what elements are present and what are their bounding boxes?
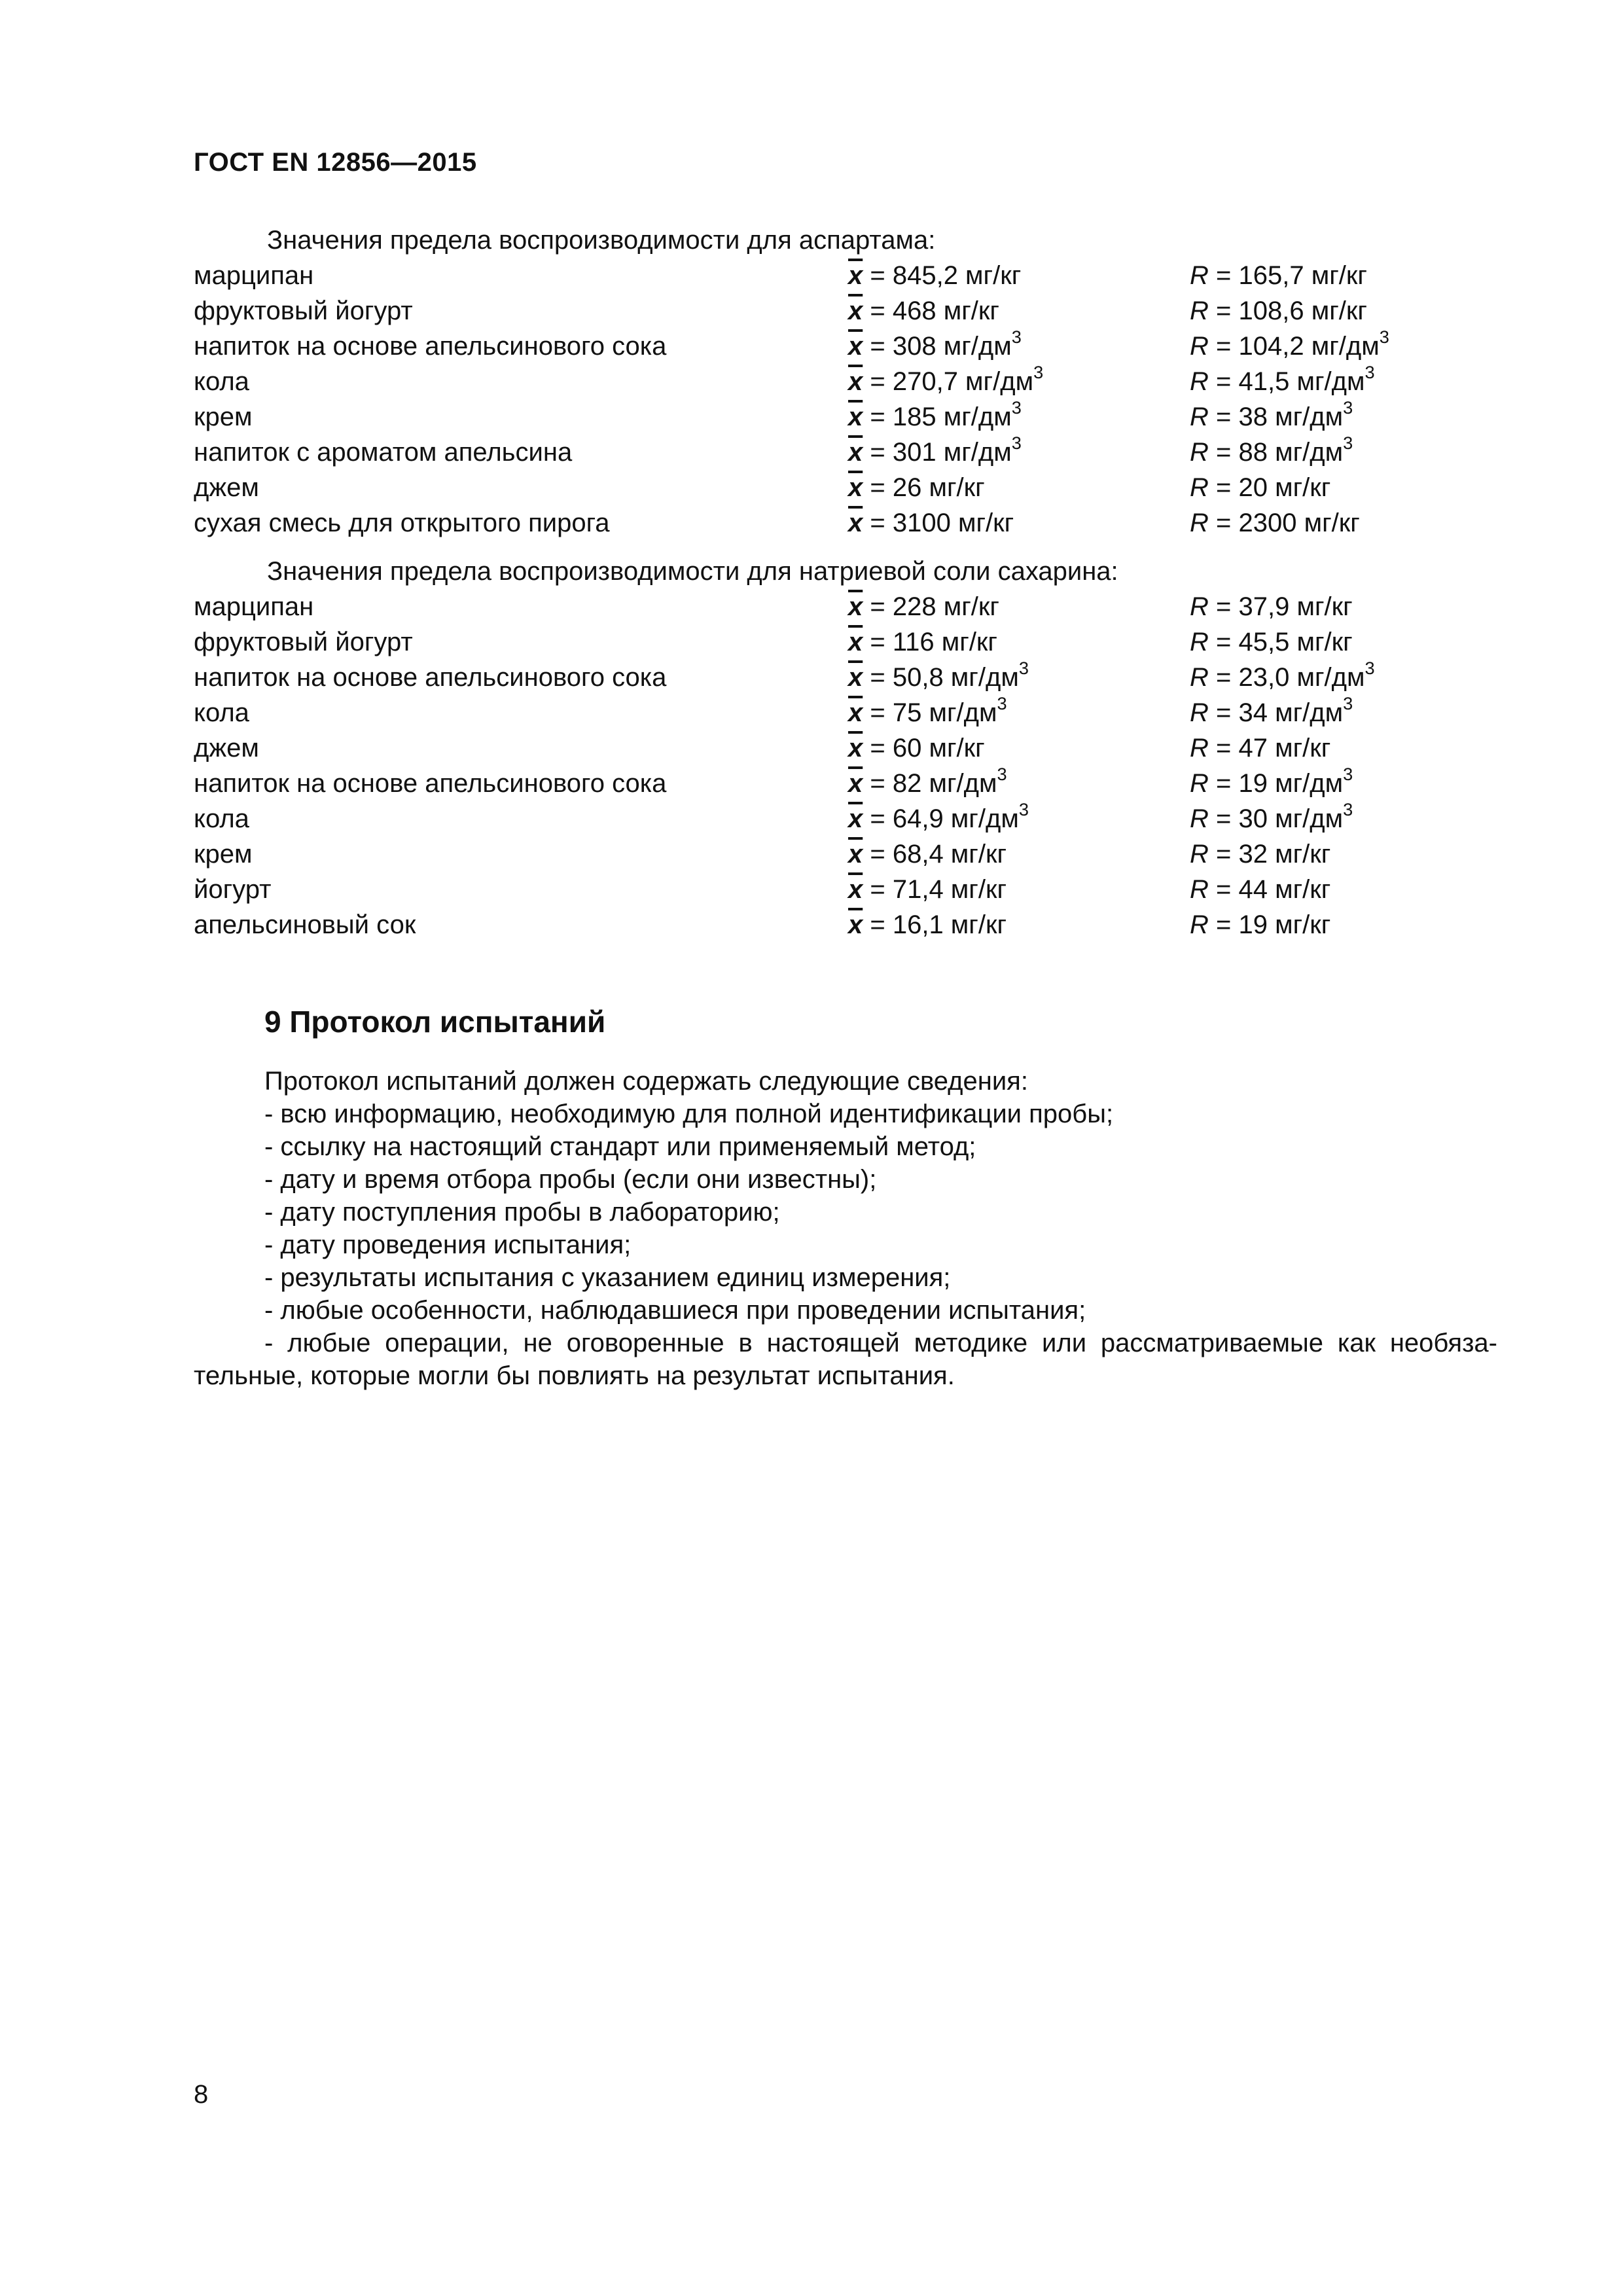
equals-sign: = [1208, 628, 1239, 656]
equals-sign: = [1208, 332, 1239, 361]
reproducibility-value: 37,9 мг/кг [1238, 592, 1353, 621]
mean-value-cell [848, 836, 1190, 872]
equals-sign: = [863, 698, 893, 727]
mean-symbol: $\overline{x}$ [848, 473, 863, 502]
page-number: 8 [194, 2080, 209, 2109]
aspartame-row [194, 293, 1404, 329]
mean-symbol: $\overline{x}$ [848, 875, 863, 904]
product-name: марципан [194, 592, 314, 621]
mean-value: 82 мг/дм [892, 769, 997, 798]
r-symbol: R [1190, 332, 1209, 361]
reproducibility-value: 20 мг/кг [1238, 473, 1331, 502]
aspartame-row [194, 505, 1404, 541]
equals-sign: = [863, 296, 893, 325]
mean-value-cell [848, 399, 1190, 435]
aspartame-row [194, 361, 1404, 399]
r-symbol: R [1190, 261, 1209, 290]
mean-value: 845,2 мг/кг [892, 261, 1022, 290]
r-symbol: R [1190, 875, 1209, 904]
aspartame-row [194, 432, 1404, 470]
equals-sign: = [1208, 804, 1239, 833]
mean-value-cell [848, 505, 1190, 541]
equals-sign: = [1208, 592, 1239, 621]
mean-value-cell [848, 692, 1190, 730]
mean-value-cell [848, 361, 1190, 399]
equals-sign: = [863, 367, 893, 396]
mean-value-cell [848, 730, 1190, 766]
mean-value-cell [848, 624, 1190, 660]
reproducibility-value: 44 мг/кг [1238, 875, 1331, 904]
saccharin-row [194, 836, 1404, 872]
protocol-item-last-line1: - любые операции, не оговоренные в настоящей методике или рассматриваемые как необяза- [264, 1329, 1497, 1357]
equals-sign: = [1208, 438, 1239, 467]
r-symbol: R [1190, 698, 1209, 727]
reproducibility-cell [1190, 258, 1404, 293]
reproducibility-cell [1190, 399, 1404, 435]
equals-sign: = [863, 875, 893, 904]
reproducibility-value: 41,5 мг/дм [1238, 367, 1365, 396]
saccharin-row [194, 589, 1404, 624]
equals-sign: = [1208, 910, 1239, 939]
saccharin-row [194, 907, 1404, 942]
mean-symbol: $\overline{x}$ [848, 403, 863, 431]
reproducibility-value: 30 мг/дм [1238, 804, 1344, 833]
equals-sign: = [863, 332, 893, 361]
reproducibility-value: 19 мг/дм [1238, 769, 1344, 798]
reproducibility-value: 34 мг/дм [1238, 698, 1344, 727]
equals-sign: = [1208, 698, 1239, 727]
reproducibility-value: 108,6 мг/кг [1238, 296, 1367, 325]
product-name: йогурт [194, 875, 272, 904]
reproducibility-value: 32 мг/кг [1238, 840, 1331, 869]
reproducibility-value: 38 мг/дм [1238, 403, 1344, 431]
equals-sign: = [863, 403, 893, 431]
protocol-item: - всю информацию, необходимую для полной идентификации пробы; [264, 1100, 1114, 1128]
mean-value-cell [848, 432, 1190, 470]
saccharin-row [194, 872, 1404, 907]
protocol-item: - дату проведения испытания; [264, 1230, 632, 1259]
equals-sign: = [863, 734, 893, 762]
equals-sign: = [863, 840, 893, 869]
mean-value: 3100 мг/кг [892, 509, 1014, 537]
protocol-item-last-line2: тельные, которые могли бы повлиять на результат испытания. [194, 1361, 955, 1390]
mean-value: 68,4 мг/кг [892, 840, 1007, 869]
unit-exponent: 3 [1343, 432, 1353, 453]
mean-symbol: $\overline{x}$ [848, 592, 863, 621]
equals-sign: = [1208, 840, 1239, 869]
mean-symbol: $\overline{x}$ [848, 296, 863, 325]
r-symbol: R [1190, 804, 1209, 833]
equals-sign: = [863, 769, 893, 798]
mean-symbol: $\overline{x}$ [848, 769, 863, 798]
equals-sign: = [863, 628, 893, 656]
r-symbol: R [1190, 628, 1209, 656]
product-name: сухая смесь для открытого пирога [194, 509, 610, 537]
reproducibility-cell [1190, 692, 1404, 730]
product-name: кола [194, 698, 249, 727]
reproducibility-cell [1190, 589, 1404, 624]
product-name: напиток на основе апельсинового сока [194, 769, 667, 798]
mean-value: 185 мг/дм [892, 403, 1012, 431]
equals-sign: = [1208, 473, 1239, 502]
protocol-item: - дату и время отбора пробы (если они известны); [264, 1165, 877, 1194]
saccharin-row [194, 692, 1404, 730]
mean-value: 75 мг/дм [892, 698, 997, 727]
mean-symbol: $\overline{x}$ [848, 628, 863, 656]
unit-exponent: 3 [1011, 397, 1022, 418]
unit-exponent: 3 [1364, 657, 1375, 678]
mean-value-cell [848, 258, 1190, 293]
section-9-title: 9 Протокол испытаний [264, 1005, 606, 1039]
product-name: джем [194, 734, 259, 762]
mean-value-cell [848, 907, 1190, 942]
reproducibility-value: 88 мг/дм [1238, 438, 1344, 467]
r-symbol: R [1190, 438, 1209, 467]
mean-symbol: $\overline{x}$ [848, 804, 863, 833]
r-symbol: R [1190, 663, 1209, 692]
mean-symbol: $\overline{x}$ [848, 663, 863, 692]
protocol-item: - дату поступления пробы в лабораторию; [264, 1198, 780, 1227]
equals-sign: = [863, 438, 893, 467]
unit-exponent: 3 [1343, 397, 1353, 418]
protocol-item: - любые особенности, наблюдавшиеся при проведении испытания; [264, 1296, 1086, 1325]
mean-symbol: $\overline{x}$ [848, 509, 863, 537]
product-name: апельсиновый сок [194, 910, 416, 939]
product-name: джем [194, 473, 259, 502]
saccharin-intro: Значения предела воспроизводимости для натриевой соли сахарина: [267, 557, 1118, 586]
mean-value: 60 мг/кг [892, 734, 985, 762]
saccharin-block [194, 554, 1404, 942]
mean-symbol: $\overline{x}$ [848, 332, 863, 361]
r-symbol: R [1190, 840, 1209, 869]
r-symbol: R [1190, 473, 1209, 502]
equals-sign: = [863, 663, 893, 692]
saccharin-row [194, 763, 1404, 801]
saccharin-row [194, 657, 1404, 695]
equals-sign: = [863, 804, 893, 833]
equals-sign: = [1208, 403, 1239, 431]
reproducibility-value: 19 мг/кг [1238, 910, 1331, 939]
mean-value: 468 мг/кг [892, 296, 999, 325]
reproducibility-cell [1190, 505, 1404, 541]
mean-value-cell [848, 657, 1190, 695]
equals-sign: = [863, 473, 893, 502]
equals-sign: = [863, 261, 893, 290]
aspartame-rows [194, 258, 1404, 541]
equals-sign: = [863, 509, 893, 537]
unit-exponent: 3 [1343, 798, 1353, 819]
product-name: кола [194, 804, 249, 833]
mean-value: 26 мг/кг [892, 473, 985, 502]
mean-symbol: $\overline{x}$ [848, 438, 863, 467]
unit-exponent: 3 [1018, 798, 1029, 819]
reproducibility-value: 165,7 мг/кг [1238, 261, 1367, 290]
unit-exponent: 3 [1343, 692, 1353, 713]
aspartame-row [194, 470, 1404, 505]
mean-symbol: $\overline{x}$ [848, 840, 863, 869]
equals-sign: = [1208, 509, 1239, 537]
reproducibility-cell [1190, 657, 1404, 695]
aspartame-row [194, 326, 1404, 364]
reproducibility-value: 47 мг/кг [1238, 734, 1331, 762]
mean-value: 50,8 мг/дм [892, 663, 1019, 692]
equals-sign: = [1208, 734, 1239, 762]
reproducibility-cell [1190, 836, 1404, 872]
unit-exponent: 3 [1033, 361, 1044, 382]
mean-symbol: $\overline{x}$ [848, 910, 863, 939]
aspartame-row [194, 399, 1404, 435]
r-symbol: R [1190, 592, 1209, 621]
unit-exponent: 3 [997, 763, 1007, 784]
saccharin-row [194, 730, 1404, 766]
reproducibility-value: 45,5 мг/кг [1238, 628, 1353, 656]
unit-exponent: 3 [1343, 763, 1353, 784]
unit-exponent: 3 [1364, 361, 1375, 382]
equals-sign: = [1208, 367, 1239, 396]
r-symbol: R [1190, 296, 1209, 325]
r-symbol: R [1190, 910, 1209, 939]
r-symbol: R [1190, 509, 1209, 537]
product-name: напиток с ароматом апельсина [194, 438, 573, 467]
equals-sign: = [1208, 261, 1239, 290]
aspartame-block [194, 223, 1404, 541]
document-header: ГОСТ EN 12856—2015 [194, 148, 477, 177]
product-name: фруктовый йогурт [194, 296, 413, 325]
r-symbol: R [1190, 367, 1209, 396]
reproducibility-cell [1190, 872, 1404, 907]
mean-value-cell [848, 470, 1190, 505]
aspartame-row [194, 258, 1404, 293]
mean-value-cell [848, 798, 1190, 836]
reproducibility-cell [1190, 624, 1404, 660]
mean-value-cell [848, 293, 1190, 329]
product-name: марципан [194, 261, 314, 290]
mean-value: 301 мг/дм [892, 438, 1012, 467]
mean-symbol: $\overline{x}$ [848, 261, 863, 290]
mean-value: 71,4 мг/кг [892, 875, 1007, 904]
reproducibility-cell [1190, 730, 1404, 766]
mean-value: 308 мг/дм [892, 332, 1012, 361]
unit-exponent: 3 [997, 692, 1007, 713]
product-name: кола [194, 367, 249, 396]
r-symbol: R [1190, 403, 1209, 431]
section-9-intro: Протокол испытаний должен содержать следующие сведения: [264, 1067, 1028, 1096]
product-name: напиток на основе апельсинового сока [194, 663, 667, 692]
unit-exponent: 3 [1018, 657, 1029, 678]
reproducibility-cell [1190, 326, 1404, 364]
mean-value: 16,1 мг/кг [892, 910, 1007, 939]
product-name: напиток на основе апельсинового сока [194, 332, 667, 361]
reproducibility-value: 104,2 мг/дм [1238, 332, 1380, 361]
equals-sign: = [863, 910, 893, 939]
reproducibility-cell [1190, 293, 1404, 329]
section-9-body [194, 1065, 1497, 1392]
aspartame-intro: Значения предела воспроизводимости для аспартама: [267, 226, 936, 255]
unit-exponent: 3 [1011, 432, 1022, 453]
mean-value: 116 мг/кг [892, 628, 998, 656]
mean-symbol: $\overline{x}$ [848, 367, 863, 396]
mean-value: 64,9 мг/дм [892, 804, 1019, 833]
mean-symbol: $\overline{x}$ [848, 698, 863, 727]
product-name: фруктовый йогурт [194, 628, 413, 656]
unit-exponent: 3 [1379, 326, 1389, 347]
reproducibility-cell [1190, 432, 1404, 470]
protocol-item: - результаты испытания с указанием единиц измерения; [264, 1263, 951, 1292]
equals-sign: = [1208, 769, 1239, 798]
equals-sign: = [863, 592, 893, 621]
reproducibility-cell [1190, 470, 1404, 505]
reproducibility-cell [1190, 907, 1404, 942]
mean-value-cell [848, 589, 1190, 624]
saccharin-rows [194, 589, 1404, 942]
saccharin-row [194, 624, 1404, 660]
mean-value-cell [848, 872, 1190, 907]
mean-symbol: $\overline{x}$ [848, 734, 863, 762]
reproducibility-value: 2300 мг/кг [1238, 509, 1360, 537]
reproducibility-cell [1190, 798, 1404, 836]
product-name: крем [194, 840, 253, 869]
reproducibility-value: 23,0 мг/дм [1238, 663, 1365, 692]
reproducibility-cell [1190, 361, 1404, 399]
protocol-item: - ссылку на настоящий стандарт или применяемый метод; [264, 1132, 976, 1161]
r-symbol: R [1190, 769, 1209, 798]
r-symbol: R [1190, 734, 1209, 762]
mean-value-cell [848, 326, 1190, 364]
mean-value-cell [848, 763, 1190, 801]
equals-sign: = [1208, 875, 1239, 904]
unit-exponent: 3 [1011, 326, 1022, 347]
protocol-list [194, 1098, 1497, 1327]
equals-sign: = [1208, 663, 1239, 692]
mean-value: 228 мг/кг [892, 592, 999, 621]
saccharin-row [194, 798, 1404, 836]
mean-value: 270,7 мг/дм [892, 367, 1034, 396]
product-name: крем [194, 403, 253, 431]
equals-sign: = [1208, 296, 1239, 325]
reproducibility-cell [1190, 763, 1404, 801]
